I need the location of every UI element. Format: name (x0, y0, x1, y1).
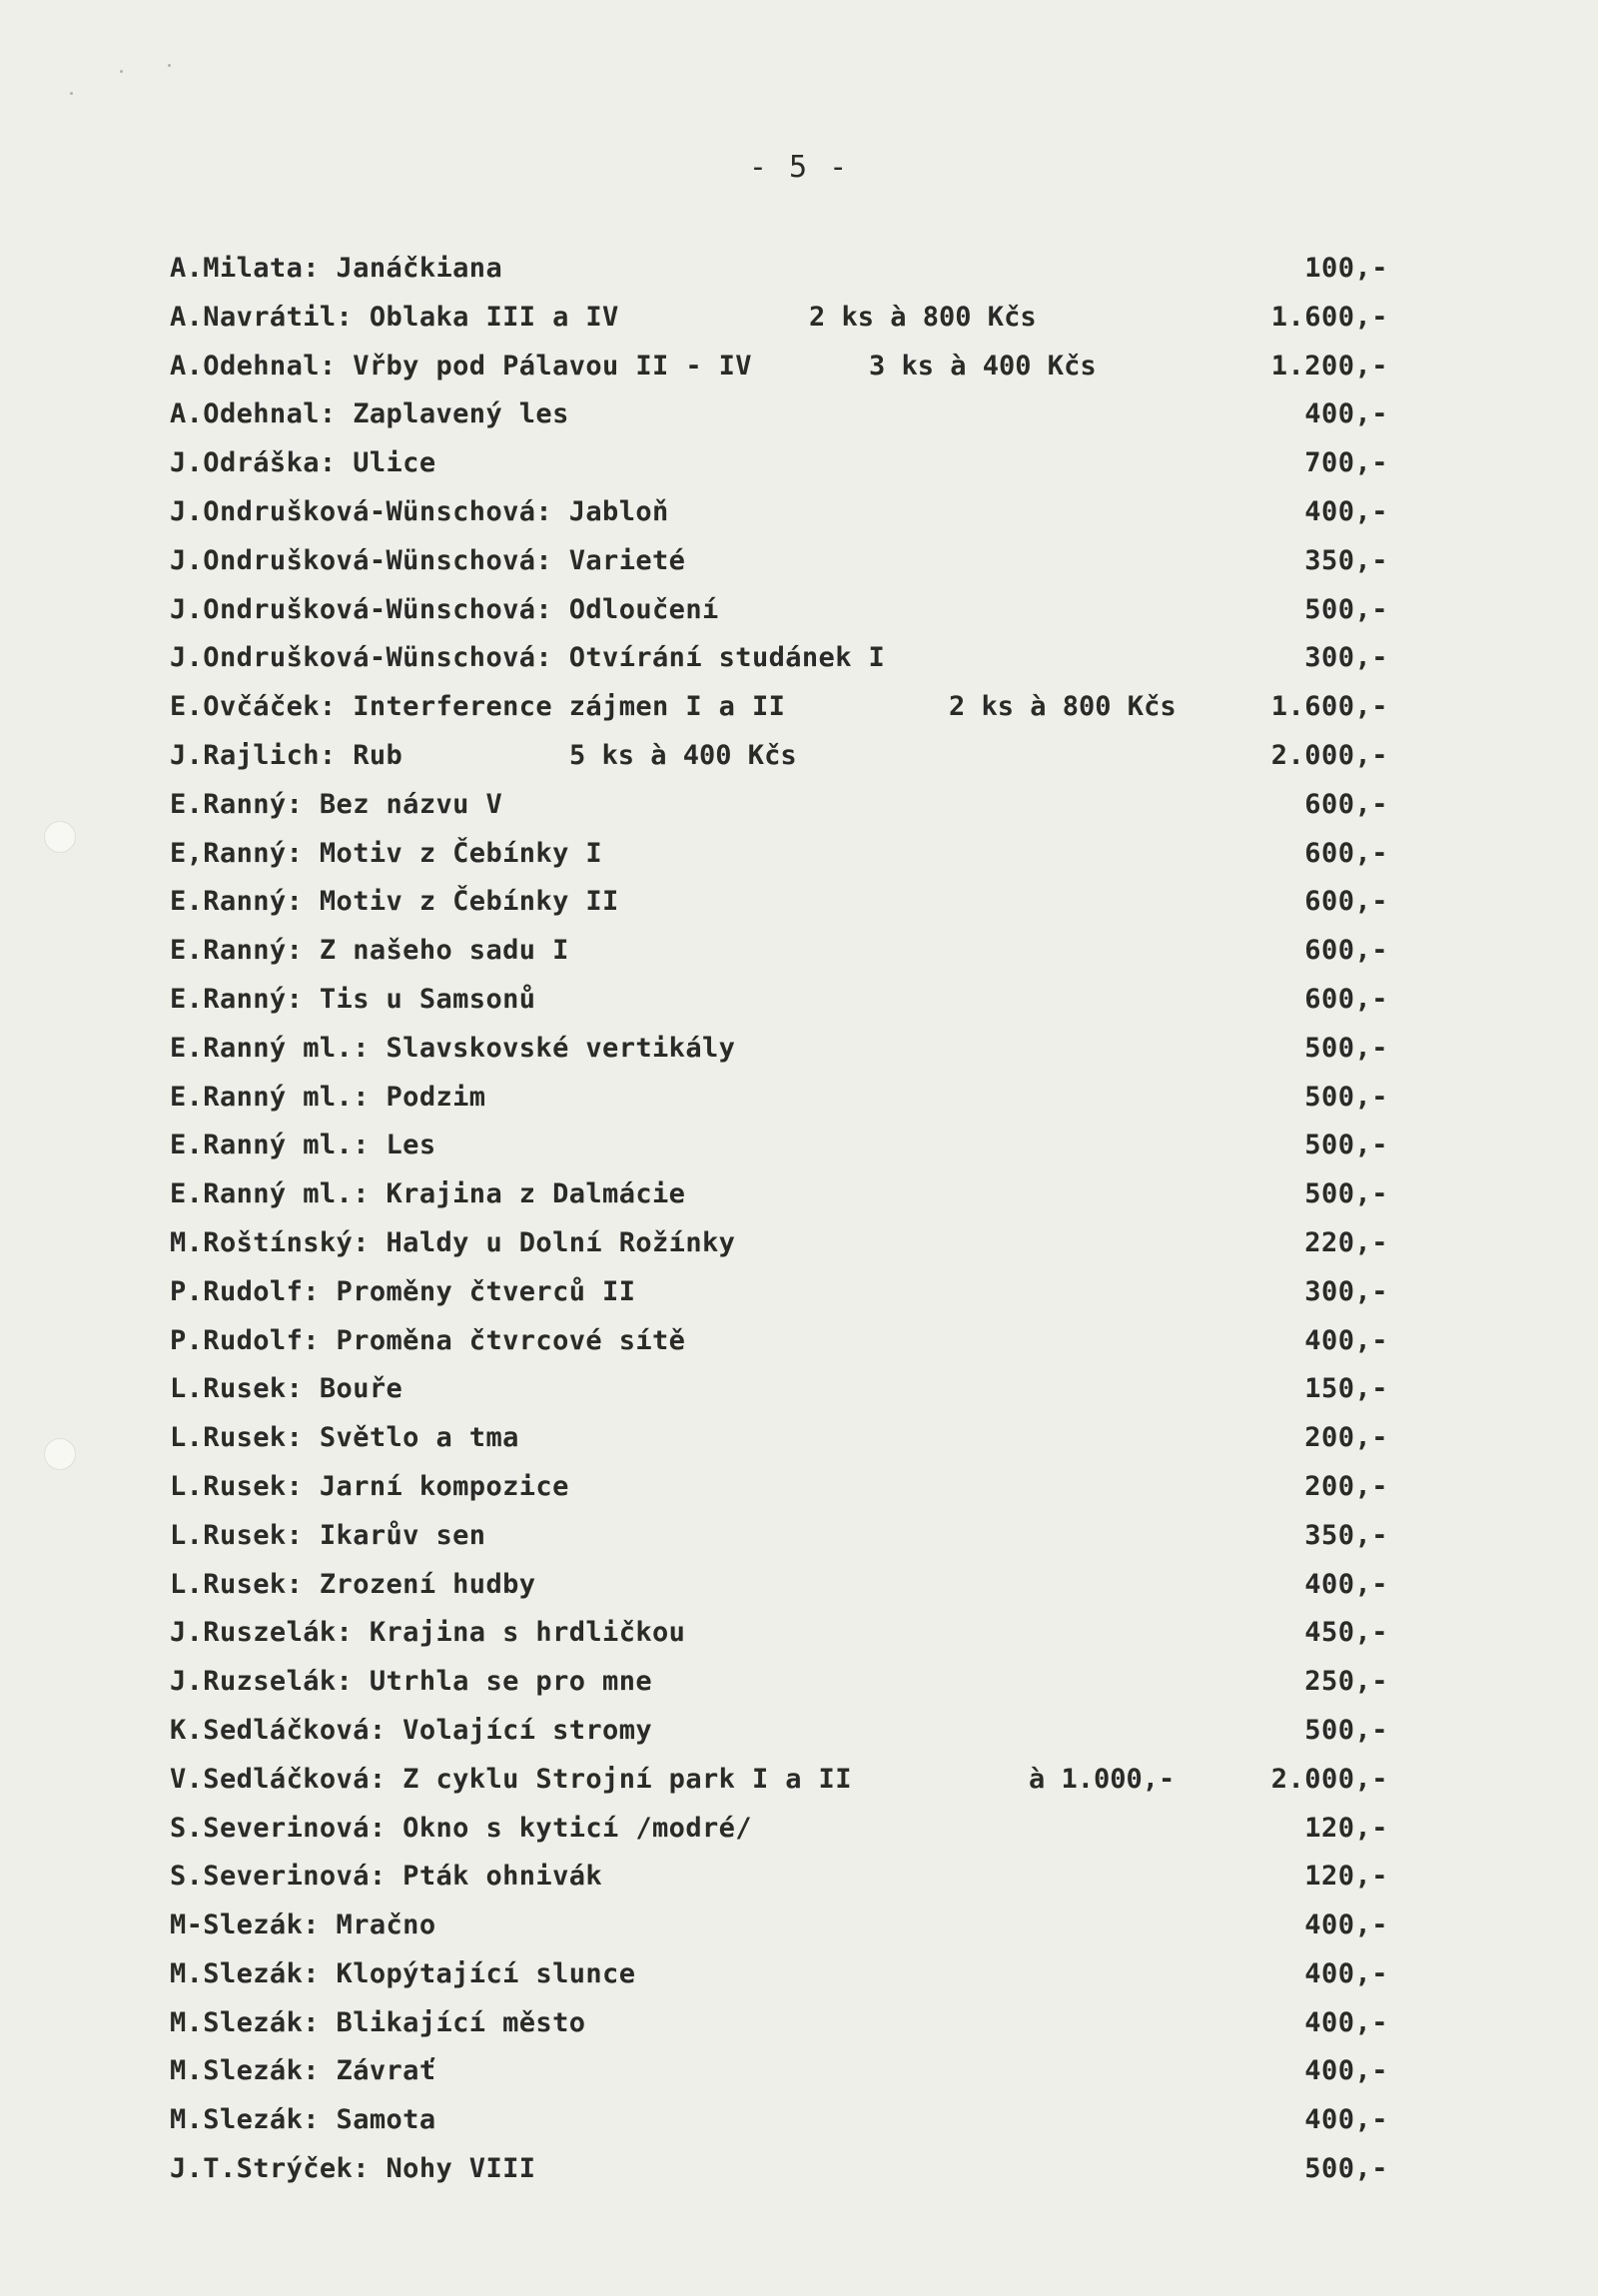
entry-text: L.Rusek: Světlo a tma (170, 1422, 519, 1454)
list-item (170, 976, 1388, 1025)
list-item (170, 1512, 1388, 1561)
entry-price: 500,- (1304, 1032, 1388, 1064)
list-item (170, 390, 1388, 439)
entry-text: E.Ranný ml.: Krajina z Dalmácie (170, 1178, 686, 1210)
entry-price: 2.000,- (1270, 739, 1388, 771)
entry-text: M.Slezák: Klopýtající slunce (170, 1957, 636, 1989)
entry-price: 400,- (1304, 1910, 1388, 1941)
entry-price: 300,- (1304, 642, 1388, 674)
entry-price: 400,- (1304, 495, 1388, 527)
artwork-price-list (170, 245, 1388, 2194)
entry-price: 500,- (1304, 1178, 1388, 1210)
list-item (170, 1561, 1388, 1610)
list-item (170, 1463, 1388, 1512)
entry-quantity: 5 ks à 400 Kčs (569, 739, 797, 771)
list-item (170, 2096, 1388, 2145)
list-item (170, 732, 1388, 781)
list-item (170, 830, 1388, 879)
page-number: - 5 - (748, 150, 850, 185)
entry-text: J.Ondrušková-Wünschová: Jabloň (170, 495, 669, 527)
entry-text: E.Ranný ml.: Les (170, 1130, 436, 1161)
entry-price: 1.600,- (1270, 691, 1388, 723)
punch-hole-bottom (44, 1438, 76, 1470)
entry-text: A.Navrátil: Oblaka III a IV (170, 301, 619, 333)
punch-hole-top (44, 821, 76, 853)
entry-text: A.Milata: Janáčkiana (170, 253, 503, 284)
paper-speck (120, 70, 123, 73)
entry-text: E.Ranný: Tis u Samsonů (170, 983, 536, 1015)
entry-text: A.Odehnal: Vřby pod Pálavou II - IV (170, 350, 752, 382)
entry-quantity: 2 ks à 800 Kčs (949, 691, 1177, 723)
entry-price: 200,- (1304, 1470, 1388, 1502)
entry-text: L.Rusek: Bouře (170, 1373, 403, 1405)
entry-price: 220,- (1304, 1226, 1388, 1258)
entry-price: 120,- (1304, 1812, 1388, 1844)
entry-price: 450,- (1304, 1617, 1388, 1649)
entry-text: A.Odehnal: Zaplavený les (170, 398, 569, 430)
entry-text: J.Odráška: Ulice (170, 447, 436, 479)
entry-price: 600,- (1304, 886, 1388, 918)
list-item (170, 1658, 1388, 1707)
entry-text: V.Sedláčková: Z cyklu Strojní park I a II (170, 1763, 852, 1795)
list-item (170, 781, 1388, 830)
entry-text: M.Roštínský: Haldy u Dolní Rožínky (170, 1226, 736, 1258)
entry-price: 400,- (1304, 2006, 1388, 2038)
entry-price: 400,- (1304, 2055, 1388, 2087)
entry-text: M-Slezák: Mračno (170, 1910, 436, 1941)
entry-text: M.Slezák: Závrať (170, 2055, 436, 2087)
entry-price: 600,- (1304, 837, 1388, 869)
entry-price: 500,- (1304, 1130, 1388, 1161)
entry-text: E.Ranný ml.: Podzim (170, 1081, 486, 1113)
entry-price: 600,- (1304, 983, 1388, 1015)
list-item (170, 1219, 1388, 1268)
entry-price: 120,- (1304, 1861, 1388, 1893)
list-item (170, 537, 1388, 586)
entry-price: 600,- (1304, 935, 1388, 967)
entry-price: 350,- (1304, 544, 1388, 576)
entry-text: S.Severinová: Okno s kyticí /modré/ (170, 1812, 752, 1844)
list-item (170, 1025, 1388, 1074)
list-item (170, 1950, 1388, 1999)
entry-price: 400,- (1304, 1324, 1388, 1356)
entry-price: 250,- (1304, 1666, 1388, 1698)
list-item (170, 488, 1388, 537)
list-item (170, 1122, 1388, 1170)
list-item (170, 343, 1388, 391)
entry-price: 500,- (1304, 2153, 1388, 2185)
entry-price: 500,- (1304, 1081, 1388, 1113)
list-item (170, 1609, 1388, 1658)
entry-text: E.Ranný: Bez názvu V (170, 788, 503, 820)
entry-price: 400,- (1304, 1568, 1388, 1600)
entry-price: 300,- (1304, 1275, 1388, 1307)
entry-price: 2.000,- (1270, 1763, 1388, 1795)
entry-text: J.T.Strýček: Nohy VIII (170, 2153, 536, 2185)
entry-text: J.Ondrušková-Wünschová: Otvírání studánek I (170, 642, 886, 674)
entry-text: L.Rusek: Jarní kompozice (170, 1470, 569, 1502)
entry-text: E.Ranný ml.: Slavskovské vertikály (170, 1032, 736, 1064)
list-item (170, 2145, 1388, 2194)
list-item (170, 1170, 1388, 1219)
entry-price: 700,- (1304, 447, 1388, 479)
list-item (170, 439, 1388, 488)
list-item (170, 878, 1388, 927)
list-item (170, 927, 1388, 976)
entry-price: 200,- (1304, 1422, 1388, 1454)
entry-text: J.Ondrušková-Wünschová: Varieté (170, 544, 686, 576)
list-item (170, 1853, 1388, 1902)
entry-price: 400,- (1304, 2104, 1388, 2136)
entry-text: M.Slezák: Blikající město (170, 2006, 586, 2038)
list-item (170, 1756, 1388, 1805)
list-item (170, 1268, 1388, 1317)
entry-text: E.Ranný: Z našeho sadu I (170, 935, 569, 967)
entry-text: P.Rudolf: Proměna čtvrcové sítě (170, 1324, 686, 1356)
entry-text: L.Rusek: Zrození hudby (170, 1568, 536, 1600)
entry-price: 150,- (1304, 1373, 1388, 1405)
paper-speck (70, 92, 73, 95)
list-item (170, 2047, 1388, 2096)
entry-price: 400,- (1304, 1957, 1388, 1989)
entry-text: L.Rusek: Ikarův sen (170, 1519, 486, 1551)
entry-quantity: 2 ks à 800 Kčs (809, 301, 1037, 333)
list-item (170, 586, 1388, 635)
list-item (170, 1074, 1388, 1123)
list-item (170, 294, 1388, 343)
list-item (170, 245, 1388, 294)
paper-speck (168, 64, 171, 67)
entry-price: 500,- (1304, 593, 1388, 625)
list-item (170, 1414, 1388, 1463)
list-item (170, 1707, 1388, 1756)
entry-price: 600,- (1304, 788, 1388, 820)
entry-price: 350,- (1304, 1519, 1388, 1551)
list-item (170, 683, 1388, 732)
entry-text: P.Rudolf: Proměny čtverců II (170, 1275, 636, 1307)
list-item (170, 1317, 1388, 1366)
entry-text: M.Slezák: Samota (170, 2104, 436, 2136)
entry-price: 1.600,- (1270, 301, 1388, 333)
entry-price: 400,- (1304, 398, 1388, 430)
entry-price: 500,- (1304, 1714, 1388, 1746)
list-item (170, 1805, 1388, 1854)
entry-text: E.Ovčáček: Interference zájmen I a II (170, 691, 786, 723)
entry-text: E,Ranný: Motiv z Čebínky I (170, 837, 603, 869)
entry-text: K.Sedláčková: Volající stromy (170, 1714, 653, 1746)
entry-price: 100,- (1304, 253, 1388, 284)
entry-quantity: 3 ks à 400 Kčs (869, 350, 1097, 382)
entry-quantity: à 1.000,- (1029, 1763, 1176, 1795)
entry-text: J.Rajlich: Rub (170, 739, 403, 771)
entry-price: 1.200,- (1270, 350, 1388, 382)
entry-text: E.Ranný: Motiv z Čebínky II (170, 886, 619, 918)
list-item (170, 634, 1388, 683)
entry-text: J.Ondrušková-Wünschová: Odloučení (170, 593, 719, 625)
entry-text: S.Severinová: Pták ohnivák (170, 1861, 603, 1893)
list-item (170, 1365, 1388, 1414)
list-item (170, 1902, 1388, 1950)
list-item (170, 1999, 1388, 2048)
entry-text: J.Ruzselák: Utrhla se pro mne (170, 1666, 653, 1698)
entry-text: J.Ruszelák: Krajina s hrdličkou (170, 1617, 686, 1649)
